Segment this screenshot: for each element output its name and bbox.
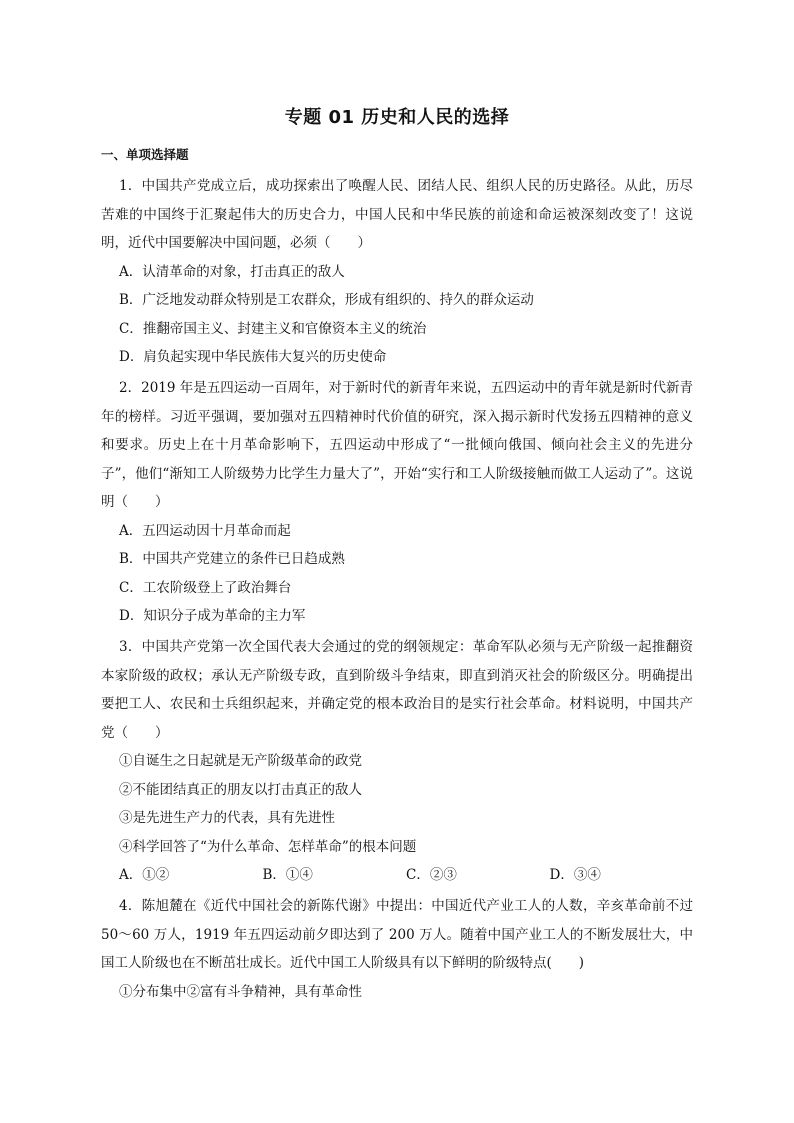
option-b: B．中国共产党建立的条件已日趋成熟 (119, 551, 345, 567)
option-d: D．知识分子成为革命的主力军 (119, 608, 306, 624)
question-stem: 1．中国共产党成立后，成功探索出了唤醒人民、团结人民、组织人民的历史路径。从此，历尽苦难的中国终于汇聚起伟大的历史合力，中国人民和中华民族的前途和命运被深刻改变了！这说明，近代中国要解决中国问题，必须（ ） (101, 178, 693, 251)
statement-1: ①自诞生之日起就是无产阶级革命的政党 (119, 753, 362, 769)
statement-1: ①分布集中②富有斗争精神，具有革命性 (119, 983, 362, 1000)
option-a: A．五四运动因十月革命而起 (119, 522, 291, 539)
statement-2: ②不能团结真正的朋友以打击真正的敌人 (119, 781, 362, 798)
question-2 (101, 374, 693, 631)
question-stem: 3．中国共产党第一次全国代表大会通过的党的纲领规定：革命军队必须与无产阶级一起推翻资本家阶级的政权；承认无产阶级专政，直到阶级斗争结束，即直到消灭社会的阶级区分。明确提出要把工人、农民和士兵组织起来，并确定党的根本政治目的是实行社会革命。材料说明，中国共产党（ ） (101, 639, 693, 741)
option-c: C．工农阶级登上了政治舞台 (119, 579, 292, 596)
section-heading: 一、单项选择题 (101, 147, 189, 162)
question-1 (101, 172, 693, 372)
option-d: D．肩负起实现中华民族伟大复兴的历史使命 (119, 349, 387, 365)
question-3 (101, 633, 693, 890)
question-4 (101, 892, 693, 1006)
question-stem: 4．陈旭麓在《近代中国社会的新陈代谢》中提出：中国近代产业工人的人数，辛亥革命前不过 50～60 万人，1919 年五四运动前夕即达到了 200 万人。随着中国产业工人的不断发展壮大，中国工人阶级也在不断茁壮成长。近代中国工人阶级具有以下鲜明的阶级特点( ) (101, 898, 693, 971)
statement-4: ④科学回答了“为什么革命、怎样革命”的根本问题 (119, 838, 417, 855)
option-c: C．推翻帝国主义、封建主义和官僚资本主义的统治 (119, 320, 427, 337)
option-a: A．认清革命的对象，打击真正的敌人 (119, 263, 345, 280)
option-b: B．广泛地发动群众特别是工农群众，形成有组织的、持久的群众运动 (119, 292, 534, 308)
option-b: B．①④ (262, 867, 313, 883)
option-c: C．②③ (406, 867, 457, 883)
question-list (101, 172, 693, 1009)
option-d: D．③④ (549, 867, 601, 883)
statement-3: ③是先进生产力的代表，具有先进性 (119, 810, 335, 826)
option-row (101, 861, 693, 890)
question-stem: 2．2019 年是五四运动一百周年，对于新时代的新青年来说，五四运动中的青年就是新时代新青年的榜样。习近平强调，要加强对五四精神时代价值的研究，深入揭示新时代发扬五四精神的意义和要求。历史上在十月革命影响下，五四运动中形成了“一批倾向俄国、倾向社会主义的先进分子”，他们“渐知工人阶级势力比学生力量大了”，开始“实行和工人阶级接触而做工人运动了”。这说明（ ） (101, 380, 693, 510)
option-a: A．①② (119, 867, 170, 883)
page-title: 专题 01 历史和人民的选择 (284, 107, 510, 128)
